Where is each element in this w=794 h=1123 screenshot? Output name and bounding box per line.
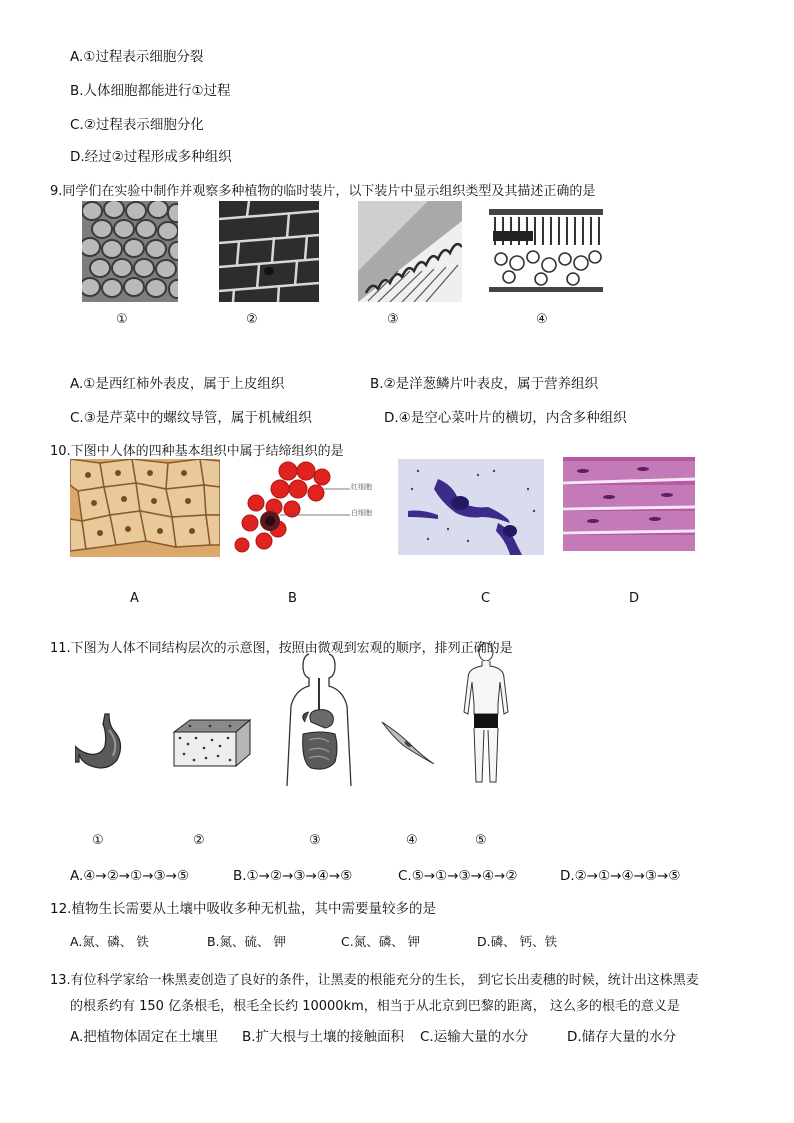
q13-option-b: B.扩大根与土壤的接触面积 [242,1029,405,1045]
tissue-image-c-nerve [398,459,544,555]
q13-stem-line2: 的根系约有 150 亿条根毛，根毛全长约 10000km，相当于从北京到巴黎的距离， 这么多的根毛的意义是 [70,999,680,1014]
q9-option-c: C.③是芹菜中的螺纹导管，属于机械组织 [70,410,312,426]
q12-option-c: C.氮、磷、 钾 [341,934,421,949]
tissue-block-drawing [170,718,252,768]
q10-label-c: C [481,591,491,606]
q9-label-1: ① [116,312,128,327]
q11-label-1: ① [92,833,104,848]
q13-option-a: A.把植物体固定在土壤里 [70,1029,219,1045]
white-cell-label: 白细胞 [351,509,372,517]
q11-label-4: ④ [406,833,418,848]
q8-option-d: D.经过②过程形成多种组织 [70,149,232,165]
muscle-cell-drawing [380,720,436,766]
tissue-image-b-blood [230,459,375,557]
q10-label-b: B [288,591,297,606]
q13-option-c: C.运输大量的水分 [420,1029,529,1045]
q9-option-b: B.②是洋葱鳞片叶表皮，属于营养组织 [370,376,599,392]
q12-stem: 12.植物生长需要从土壤中吸收多种无机盐，其中需要量较多的是 [50,901,436,917]
q9-option-d: D.④是空心菜叶片的横切，内含多种组织 [384,410,627,426]
q11-option-b: B.①→②→③→④→⑤ [233,868,353,884]
q8-option-c: C.②过程表示细胞分化 [70,117,204,133]
digestive-system-drawing [281,652,357,786]
micrograph-onion-epidermis [219,201,319,302]
q11-stem: 11.下图为人体不同结构层次的示意图，按照由微观到宏观的顺序，排列正确的是 [50,641,513,656]
q11-label-5: ⑤ [475,833,487,848]
q8-option-a: A.①过程表示细胞分裂 [70,49,204,65]
q12-option-b: B.氮、硫、 钾 [207,934,287,949]
stomach-drawing [75,712,125,774]
q9-label-2: ② [246,312,258,327]
q8-option-b: B.人体细胞都能进行①过程 [70,83,231,99]
q10-stem: 10.下图中人体的四种基本组织中属于结缔组织的是 [50,444,344,459]
q12-option-d: D.磷、 钙、铁 [477,934,558,949]
q11-option-d: D.②→①→④→③→⑤ [560,868,681,884]
q9-label-3: ③ [387,312,399,327]
q9-option-a: A.①是西红柿外表皮，属于上皮组织 [70,376,285,392]
tissue-image-a-epithelial [70,459,220,557]
q11-label-3: ③ [309,833,321,848]
red-cell-label: 红细胞 [351,483,372,491]
q10-label-d: D [629,591,640,606]
q13-option-d: D.储存大量的水分 [567,1029,677,1045]
q12-option-a: A.氮、磷、 铁 [70,934,149,949]
q10-label-a: A [130,591,139,606]
human-body-drawing [460,642,512,788]
micrograph-leaf-cross-section [489,201,603,302]
tissue-image-d-muscle [563,457,695,551]
q11-option-a: A.④→②→①→③→⑤ [70,868,190,884]
q13-stem-line1: 13.有位科学家给一株黑麦创造了良好的条件，让黑麦的根能充分的生长， 到它长出麦穗的时候，统计出这株黑麦 [50,973,699,988]
q11-label-2: ② [193,833,205,848]
micrograph-tomato-epidermis [82,201,178,302]
micrograph-spiral-vessel [358,201,462,302]
q11-option-c: C.⑤→①→③→④→② [398,868,518,884]
q9-stem: 9.同学们在实验中制作并观察多种植物的临时装片，以下装片中显示组织类型及其描述正确的是 [50,184,596,199]
q9-label-4: ④ [536,312,548,327]
